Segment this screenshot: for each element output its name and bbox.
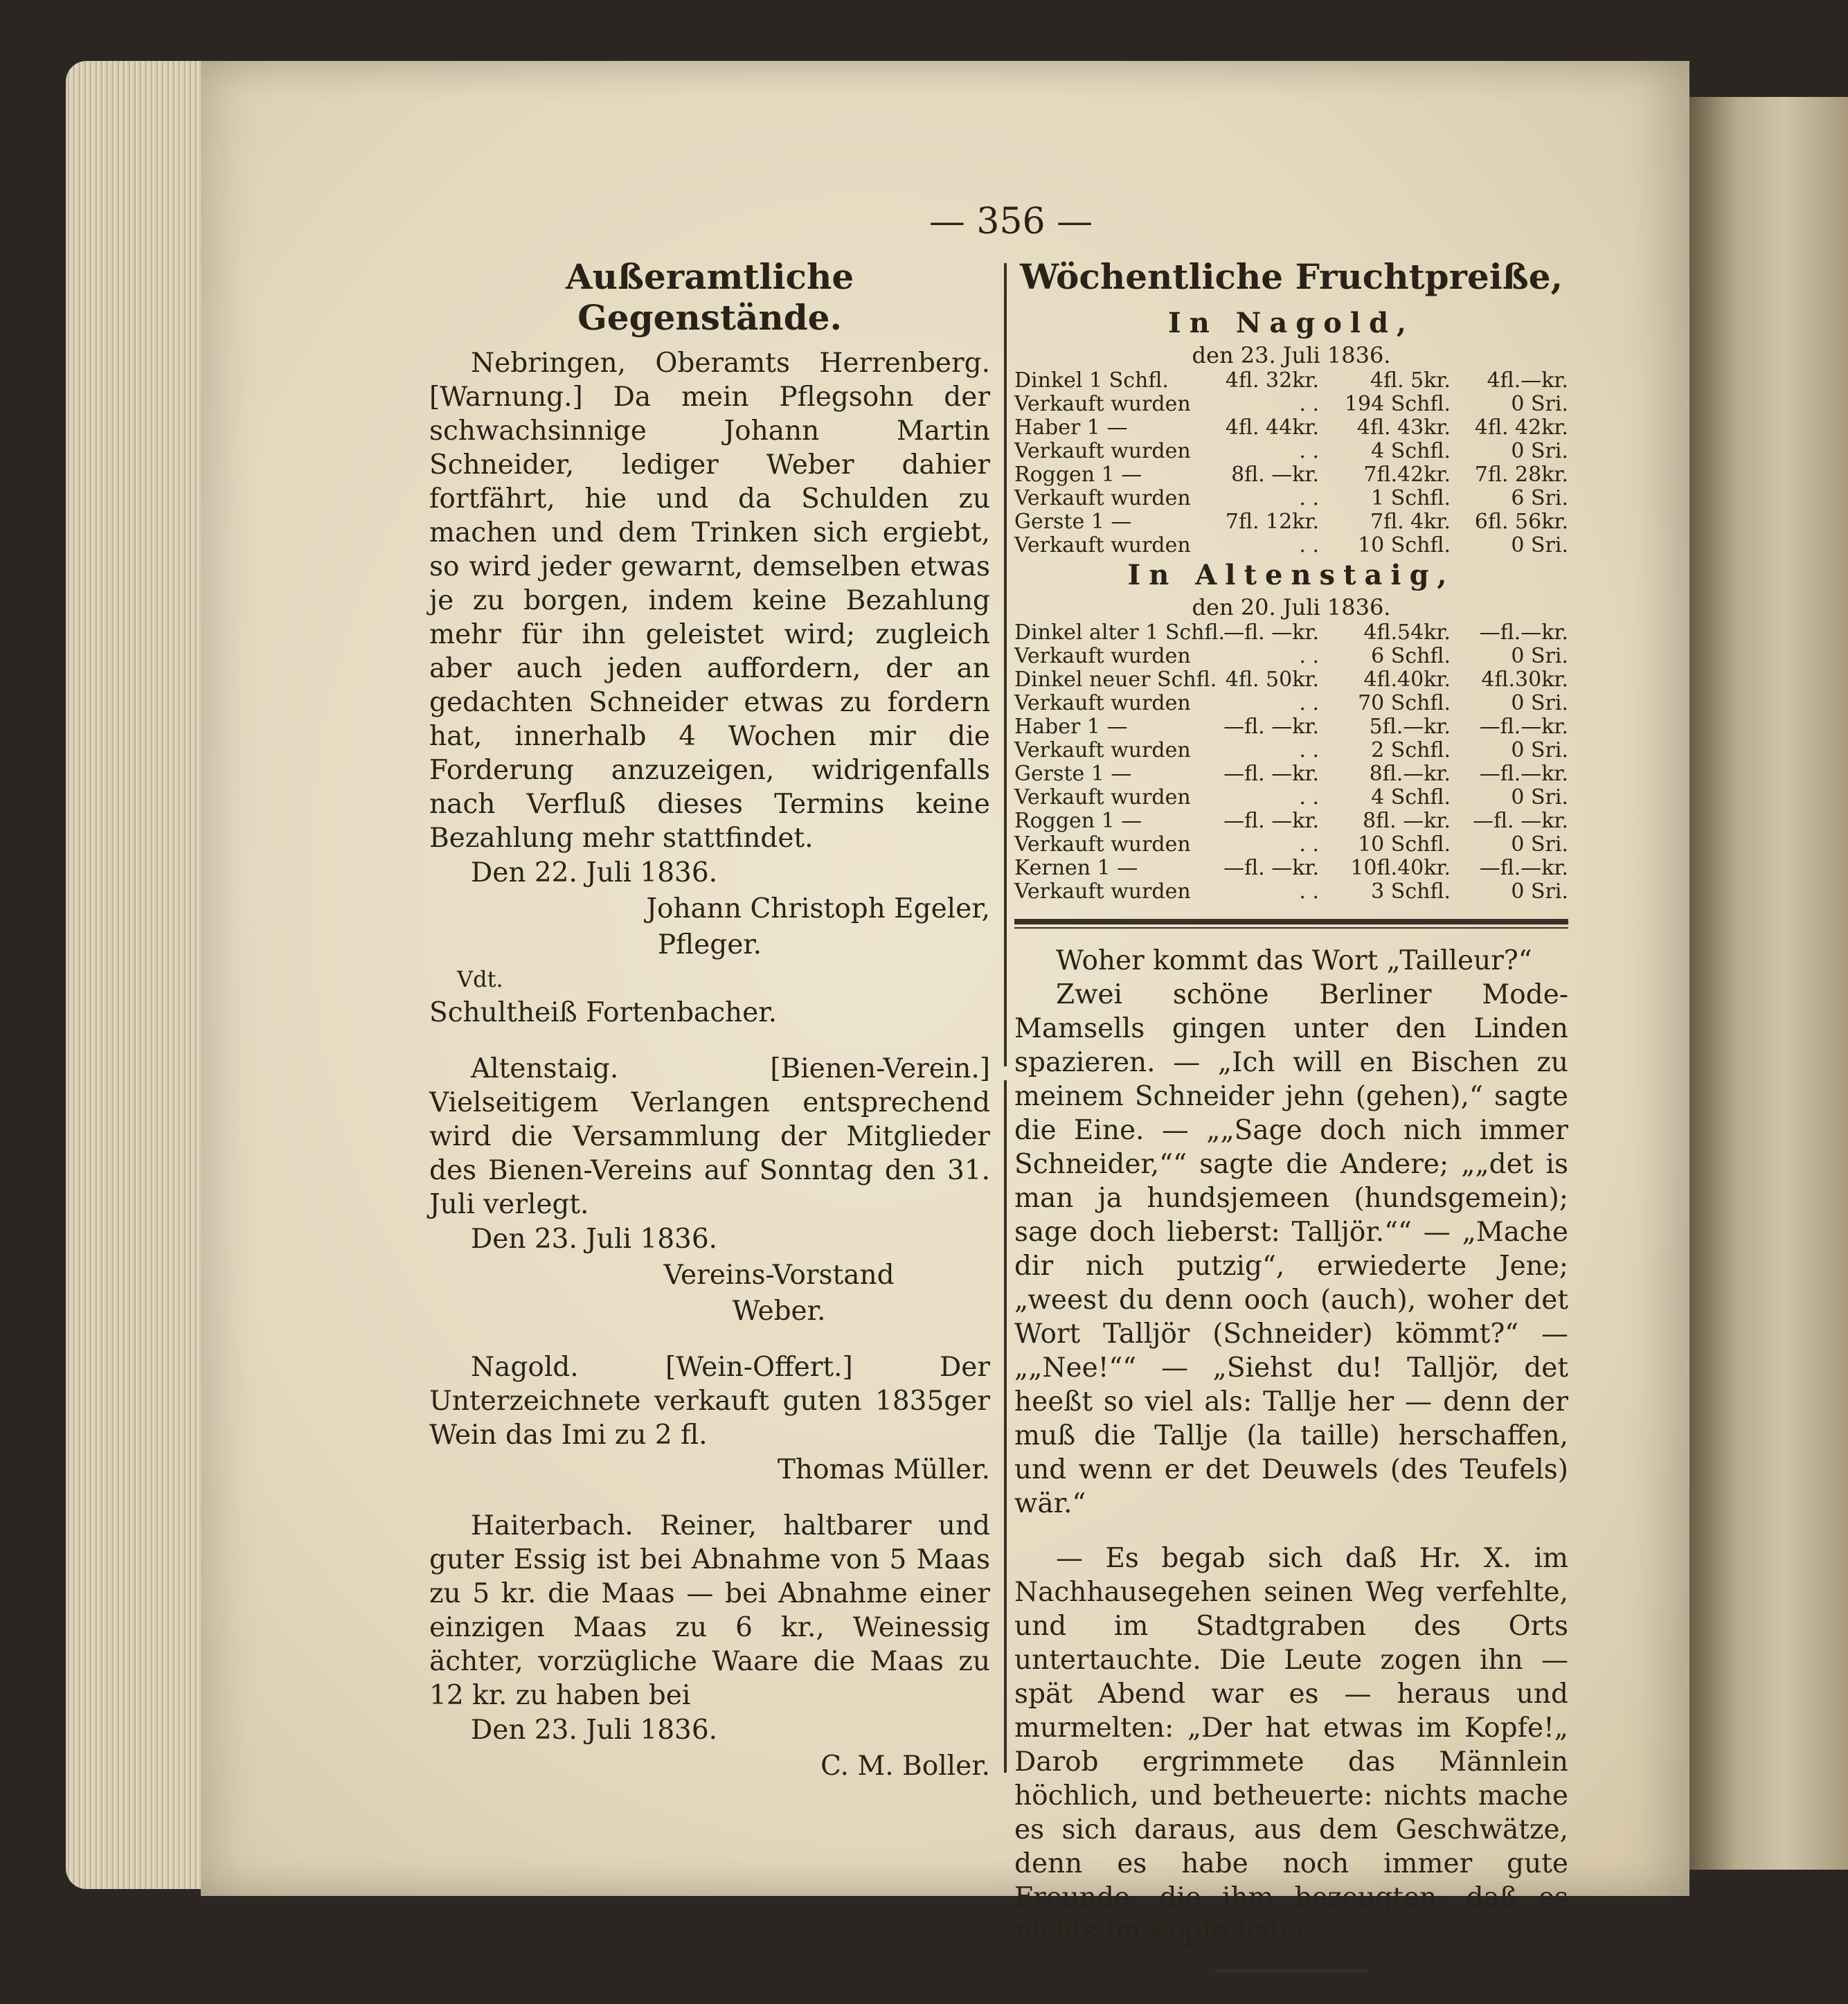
price-cell: 0 Sri. [1511,785,1568,809]
page-number: — 356 — [929,201,1093,242]
price-row [1014,440,1568,463]
price-cell: . . [1299,439,1319,463]
notice-text: Altenstaig. [Bienen-Verein.] Vielseitigem Verlangen entsprechend wird die Versammlung der Mitglieder des Bienen-Vereins auf Sonntag den 31. Juli verlegt. [429,1053,990,1220]
end-rule [1215,1969,1367,1972]
price-cell: Verkauft wurden [1014,439,1191,463]
nagold-title: In Nagold, [1168,307,1415,339]
price-cell: 4fl. 44kr. [1225,415,1319,440]
price-cell: —fl.—kr. [1479,715,1568,739]
price-cell: 3 Schfl. [1371,879,1451,904]
price-cell: 4 Schfl. [1371,439,1451,463]
article-title: Woher kommt das Wort „Tailleur?“ [1056,945,1532,976]
notice-signature: Vereins-Vorstand [663,1260,895,1291]
price-row [1014,416,1568,440]
price-cell: 4fl. 5kr. [1370,368,1451,393]
price-row [1014,534,1568,557]
price-cell: —fl. —kr. [1223,715,1319,739]
price-cell: Roggen 1 — [1014,463,1142,487]
section-rule [1014,919,1568,924]
price-cell: —fl. —kr. [1223,620,1319,645]
book-page-edges [66,61,211,1889]
notice-signature-title: Pfleger. [657,929,762,960]
column-rule-bottom [1004,1080,1007,1773]
notice-text: Nebringen, Oberamts Herrenberg. [Warnung.] Da mein Pflegsohn der schwachsinnige Johann Martin Schneider, lediger Weber dahier fortfährt, hie und da Schulden zu machen und dem Trinken sich ergiebt, so wird jeder gewarnt, demselben etwas je zu borgen, indem keine Bezahlung mehr für ihn geleistet wird; zugleich aber auch jeden auffordern, der an gedachten Schneider etwas zu fordern hat, innerhalb 4 Wochen mir die Forderung anzuzeigen, widrigenfalls nach Verfluß dieses Termins keine Bezahlung mehr stattfindet. [429,348,990,854]
notice-date: Den 23. Juli 1836. [471,1715,718,1746]
price-cell: 10 Schfl. [1358,832,1451,857]
column-rule-top [1004,263,1007,1066]
price-cell: 4fl.54kr. [1363,620,1451,645]
price-cell: —fl.—kr. [1479,856,1568,880]
left-heading: Außeramtliche Gegenstände. [565,256,854,338]
altenstaig-title: In Altenstaig, [1127,559,1455,591]
price-cell: —fl. —kr. [1223,762,1319,786]
price-cell: Verkauft wurden [1014,785,1191,809]
price-cell: . . [1299,691,1319,715]
price-cell: Dinkel 1 Schfl. [1014,368,1169,393]
price-cell: 7fl. 4kr. [1370,510,1451,534]
price-row [1014,393,1568,416]
price-row [1014,668,1568,692]
nagold-date: den 23. Juli 1836. [1192,342,1391,368]
price-cell: 10 Schfl. [1358,533,1451,557]
price-cell: 0 Sri. [1511,644,1568,668]
price-cell: 10fl.40kr. [1350,856,1451,880]
price-cell: Gerste 1 — [1014,762,1132,786]
price-row [1014,487,1568,510]
price-cell: Dinkel neuer Schfl. [1014,668,1217,692]
price-cell: . . [1299,392,1319,416]
price-cell: 8fl. —kr. [1363,809,1451,833]
price-cell: Verkauft wurden [1014,691,1191,715]
price-cell: 4 Schfl. [1371,785,1451,809]
price-cell: 0 Sri. [1511,691,1568,715]
price-cell: Verkauft wurden [1014,644,1191,668]
right-column [1014,256,1568,1972]
price-cell: 5fl.—kr. [1369,715,1451,739]
price-cell: 4fl.30kr. [1481,668,1568,692]
notice-vdt: Vdt. [457,966,503,992]
nagold-price-table [1014,369,1568,557]
price-cell: 7fl.42kr. [1363,463,1451,487]
anecdote-text: — Es begab sich daß Hr. X. im Nachhausegehen seinen Weg verfehlte, und im Stadtgraben des Orts untertauchte. Die Leute zogen ihn — spät Abend war es — heraus und murmelten: „Der hat etwas im Kopfe!„ Darob ergrimmete das Männlein höchlich, und betheuerte: nichts mache es sich daraus, aus dem Geschwätze, denn es habe noch immer gute Freunde, die ihm bezeugten, daß es nichts im Kopfe habe. [1014,1543,1568,1947]
price-cell: —fl.—kr. [1479,620,1568,645]
price-cell: 0 Sri. [1511,533,1568,557]
book-spine [1689,97,1848,1870]
price-row [1014,786,1568,809]
price-cell: 6 Sri. [1511,486,1568,510]
price-row [1014,833,1568,857]
price-cell: Verkauft wurden [1014,832,1191,857]
price-cell: 0 Sri. [1511,439,1568,463]
price-row [1014,739,1568,762]
price-cell: 7fl. 12kr. [1225,510,1319,534]
price-row [1014,645,1568,668]
price-cell: 6fl. 56kr. [1474,510,1568,534]
notice-signature: Thomas Müller. [777,1454,990,1485]
notice-signature: C. M. Boller. [820,1751,990,1782]
altenstaig-date: den 20. Juli 1836. [1192,594,1391,620]
notice-date: Den 23. Juli 1836. [471,1224,718,1255]
article-text: Zwei schöne Berliner Mode-Mamsells gingen unter den Linden spazieren. — „Ich will en Bischen zu meinem Schneider jehn (gehen),“ sagte die Eine. — „„Sage doch nich immer Schneider,““ sagte die Andere; „„det is man ja hundsjemeen (hundsgemein); sage doch lieberst: Talljör.““ — „Mache dir nich putzig“, erwiederte Jene; „weest du denn ooch (auch), woher det Wort Talljör (Schneider) kömmt?“ — „„Nee!““ — „Siehst du! Talljör, det heeßt so viel als: Tallje her — denn der muß die Tallje (la taille) herschaffen, und wenn er det Deuwels (des Teufels) wär.“ [1014,979,1568,1519]
price-row [1014,857,1568,880]
price-cell: 4fl. 42kr. [1474,415,1568,440]
price-cell: 4fl.—kr. [1487,368,1568,393]
price-row [1014,692,1568,715]
price-cell: 4fl. 32kr. [1225,368,1319,393]
price-row [1014,510,1568,534]
price-row [1014,880,1568,904]
notice-signature-name: Weber. [732,1296,826,1327]
price-cell: 2 Schfl. [1371,738,1451,762]
price-cell: Gerste 1 — [1014,510,1132,534]
price-row [1014,463,1568,487]
price-cell: 4fl.40kr. [1363,668,1451,692]
price-cell: —fl. —kr. [1223,809,1319,833]
price-cell: Verkauft wurden [1014,392,1191,416]
price-cell: 0 Sri. [1511,392,1568,416]
notice-nebringen [429,346,990,1031]
price-cell: 194 Schfl. [1344,392,1451,416]
price-cell: 0 Sri. [1511,879,1568,904]
price-cell: 8fl. —kr. [1231,463,1319,487]
price-cell: Haber 1 — [1014,415,1128,440]
price-cell: 4fl. 50kr. [1225,668,1319,692]
price-cell: Verkauft wurden [1014,879,1191,904]
price-cell: —fl.—kr. [1479,762,1568,786]
prices-heading: Wöchentliche Fruchtpreiße, [1019,256,1563,297]
section-rule-thin [1014,927,1568,929]
price-row [1014,369,1568,393]
price-cell: —fl. —kr. [1473,809,1568,833]
price-cell: 8fl.—kr. [1369,762,1451,786]
notice-text: Haiterbach. Reiner, haltbarer und guter Essig ist bei Abnahme von 5 Maas zu 5 kr. die Maas — bei Abnahme einer einzigen Maas zu 6 kr., Weinessig ächter, vorzügliche Waare die Maas zu 12 kr. zu haben bei [429,1510,990,1711]
notice-nagold [429,1350,990,1488]
price-cell: Verkauft wurden [1014,486,1191,510]
altenstaig-price-table [1014,621,1568,904]
price-cell: 4fl. 43kr. [1356,415,1451,440]
price-cell: 0 Sri. [1511,832,1568,857]
price-cell: 7fl. 28kr. [1474,463,1568,487]
notice-countersign: Schultheiß Fortenbacher. [429,997,777,1028]
price-cell: . . [1299,738,1319,762]
price-row [1014,715,1568,739]
price-cell: Dinkel alter 1 Schfl. [1014,620,1226,645]
price-cell: Verkauft wurden [1014,738,1191,762]
price-cell: 6 Schfl. [1371,644,1451,668]
notice-altenstaig [429,1052,990,1330]
price-cell: . . [1299,832,1319,857]
price-cell: Verkauft wurden [1014,533,1191,557]
price-row [1014,809,1568,833]
price-cell: Haber 1 — [1014,715,1128,739]
price-row [1014,762,1568,786]
notice-text: Nagold. [Wein-Offert.] Der Unterzeichnete verkauft guten 1835ger Wein das Imi zu 2 fl. [429,1352,990,1451]
notice-haiterbach [429,1509,990,1784]
price-cell: 0 Sri. [1511,738,1568,762]
price-cell: Roggen 1 — [1014,809,1142,833]
price-cell: . . [1299,486,1319,510]
left-column [429,256,990,1784]
price-row [1014,621,1568,645]
notice-date: Den 22. Juli 1836. [471,857,718,888]
price-cell: . . [1299,644,1319,668]
price-cell: 1 Schfl. [1371,486,1451,510]
price-cell: . . [1299,533,1319,557]
price-cell: . . [1299,785,1319,809]
price-cell: Kernen 1 — [1014,856,1138,880]
price-cell: . . [1299,879,1319,904]
price-cell: 70 Schfl. [1358,691,1451,715]
notice-signature: Johann Christoph Egeler, [646,893,990,924]
price-cell: —fl. —kr. [1223,856,1319,880]
